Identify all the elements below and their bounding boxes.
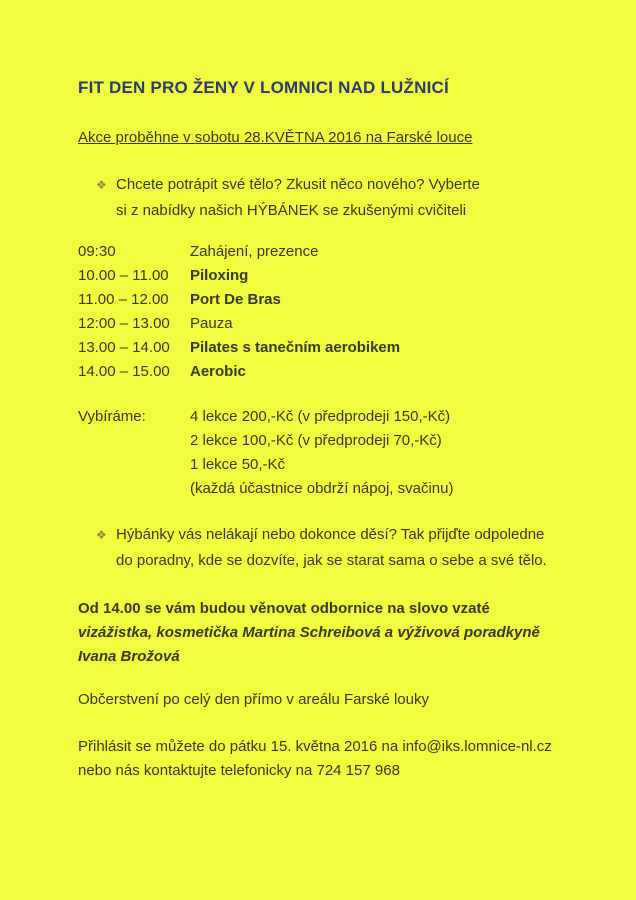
page-title: FIT DEN PRO ŽENY V LOMNICI NAD LUŽNICÍ bbox=[78, 78, 449, 97]
schedule-activity: Pauza bbox=[190, 315, 233, 332]
schedule-activity: Aerobic bbox=[190, 363, 246, 380]
schedule-row bbox=[78, 312, 400, 336]
advice-bullet bbox=[96, 522, 547, 574]
schedule-time: 11.00 – 12.00 bbox=[78, 291, 169, 308]
price-item: 1 lekce 50,-Kč bbox=[190, 456, 286, 473]
experts-paragraph bbox=[78, 597, 540, 669]
experts-line-2: vizážistka, kosmetička Martina Schreibová a výživová poradkyně bbox=[78, 624, 540, 641]
contact-line-2: nebo nás kontaktujte telefonicky na 724 157 968 bbox=[78, 762, 400, 779]
price-item: 4 lekce 200,-Kč (v předprodeji 150,-Kč) bbox=[190, 408, 451, 425]
schedule-row bbox=[78, 240, 400, 264]
schedule-row bbox=[78, 264, 400, 288]
schedule-time: 13.00 – 14.00 bbox=[78, 339, 170, 356]
schedule-row bbox=[78, 288, 400, 312]
bullet-icon: ❖ bbox=[96, 528, 107, 542]
schedule-activity: Port De Bras bbox=[190, 291, 281, 308]
schedule-time: 12:00 – 13.00 bbox=[78, 315, 170, 332]
advice-line-2: do poradny, kde se dozvíte, jak se starat sama o sebe a své tělo. bbox=[116, 552, 547, 569]
price-label: Vybíráme: bbox=[78, 408, 146, 425]
contact-paragraph bbox=[78, 735, 552, 783]
advice-line-1: Hýbánky vás nelákají nebo dokonce děsí? Tak přijďte odpoledne bbox=[116, 526, 545, 543]
schedule-time: 09:30 bbox=[78, 243, 116, 260]
contact-line-1: Přihlásit se můžete do pátku 15. května 2016 na info@iks.lomnice-nl.cz bbox=[78, 738, 552, 755]
experts-line-1: Od 14.00 se vám budou věnovat odbornice na slovo vzaté bbox=[78, 600, 490, 617]
event-date-subtitle: Akce proběhne v sobotu 28.KVĚTNA 2016 na Farské louce bbox=[78, 129, 473, 146]
schedule-row bbox=[78, 360, 400, 384]
refreshment-paragraph: Občerstvení po celý den přímo v areálu Farské louky bbox=[78, 691, 429, 708]
schedule-time: 10.00 – 11.00 bbox=[78, 267, 169, 284]
schedule-row bbox=[78, 336, 400, 360]
intro-bullet bbox=[96, 172, 480, 224]
bullet-icon: ❖ bbox=[96, 178, 107, 192]
experts-line-3: Ivana Brožová bbox=[78, 648, 180, 665]
price-note: (každá účastnice obdrží nápoj, svačinu) bbox=[190, 480, 454, 497]
price-item: 2 lekce 100,-Kč (v předprodeji 70,-Kč) bbox=[190, 432, 442, 449]
schedule-time: 14.00 – 15.00 bbox=[78, 363, 170, 380]
schedule-activity: Zahájení, prezence bbox=[190, 243, 319, 260]
intro-line-2: si z nabídky našich HÝBÁNEK se zkušenými cvičiteli bbox=[116, 202, 467, 219]
schedule-activity: Piloxing bbox=[190, 267, 249, 284]
schedule-table bbox=[78, 240, 400, 384]
intro-line-1: Chcete potrápit své tělo? Zkusit něco nového? Vyberte bbox=[116, 176, 480, 193]
schedule-activity: Pilates s tanečním aerobikem bbox=[190, 339, 401, 356]
